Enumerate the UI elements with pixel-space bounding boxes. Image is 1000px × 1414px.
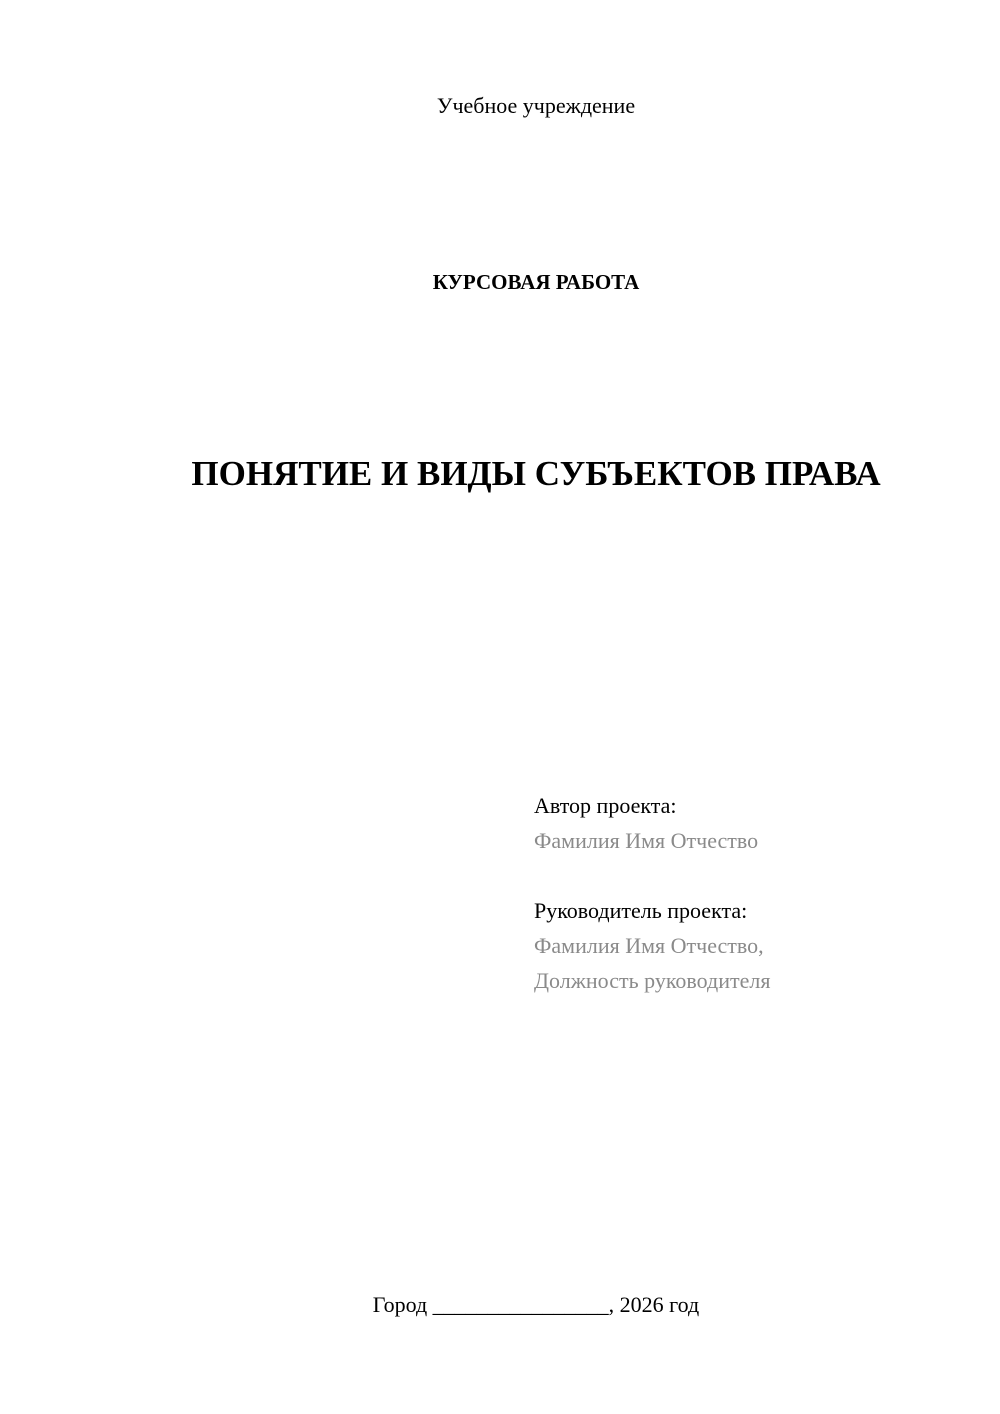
work-type-heading: КУРСОВАЯ РАБОТА bbox=[432, 270, 640, 294]
supervisor-name: Фамилия Имя Отчество, bbox=[534, 933, 764, 958]
supervisor-position: Должность руководителя bbox=[534, 968, 771, 993]
author-label: Автор проекта: bbox=[534, 793, 677, 818]
institution-name: Учебное учреждение bbox=[436, 93, 636, 118]
document-title: ПОНЯТИЕ И ВИДЫ СУБЪЕКТОВ ПРАВА bbox=[191, 454, 881, 493]
project-info-block bbox=[534, 788, 954, 998]
city-year-line: Город ________________, 2026 год bbox=[372, 1292, 700, 1317]
supervisor-label: Руководитель проекта: bbox=[534, 898, 748, 923]
author-name: Фамилия Имя Отчество bbox=[534, 828, 759, 853]
spacer bbox=[534, 858, 954, 893]
